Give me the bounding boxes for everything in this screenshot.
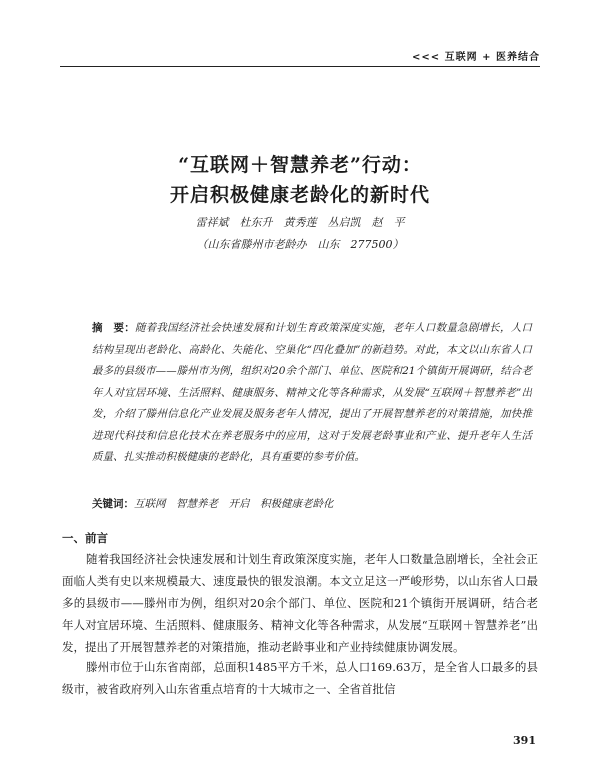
body-paragraph-1: 随着我国经济社会快速发展和计划生育政策深度实施，老年人口数量急剧增长，全社会正面临人类有史以来规模最大、速度最快的银发浪潮。本文立足这一严峻形势，以山东省人口最多的县级市——滕州市为例，组织对20余个部门、单位、医院和21个镇街开展调研，结合老年人对宜居环境、生活照料、健康服务、精神文化等各种需求，从发展“互联网＋智慧养老”出发，提出了开展智慧养老的对策措施，推动老龄事业和产业持续健康协调发展。 — [62, 552, 538, 654]
keywords-label: 关键词： — [92, 498, 134, 510]
title-line-1: “互联网＋智慧养老”行动： — [178, 154, 422, 176]
running-header: <<< 互联网 + 医养结合 — [412, 52, 540, 63]
keywords — [92, 496, 532, 511]
page-number: 391 — [513, 734, 536, 747]
title-line-2: 开启积极健康老龄化的新时代 — [169, 184, 430, 206]
affiliation: （山东省滕州市老龄办 山东 277500） — [196, 238, 404, 251]
keywords-text: 互联网 智慧养老 开启 积极健康老龄化 — [134, 498, 334, 510]
authors: 雷祥斌 杜东升 黄秀莲 丛启凯 赵 平 — [195, 216, 405, 229]
abstract-label: 摘 要： — [92, 322, 135, 334]
header-rule — [60, 66, 540, 67]
abstract — [92, 318, 532, 469]
section-heading: 一、前言 — [62, 531, 108, 545]
body-paragraph-2: 滕州市位于山东省南部，总面积1485平方千米，总人口169.63万，是全省人口最多的县级市，被省政府列入山东省重点培育的十大城市之一、全省首批信 — [62, 660, 538, 696]
abstract-text: 随着我国经济社会快速发展和计划生育政策深度实施，老年人口数量急剧增长，人口结构呈现出老龄化、高龄化、失能化、空巢化“四化叠加”的新趋势。对此，本文以山东省人口最多的县级市——滕州市为例，组织对20余个部门、单位、医院和21个镇街开展调研，结合老年人对宜居环境、生活照料、健康服务、精神文化等各种需求，从发展“互联网＋智慧养老”出发，介绍了滕州信息化产业发展及服务老年人情况，提出了开展智慧养老的对策措施，加快推进现代科技和信息化技术在养老服务中的应用，这对于发展老龄事业和产业、提升老年人生活质量、扎实推动积极健康的老龄化，具有重要的参考价值。 — [92, 322, 533, 463]
